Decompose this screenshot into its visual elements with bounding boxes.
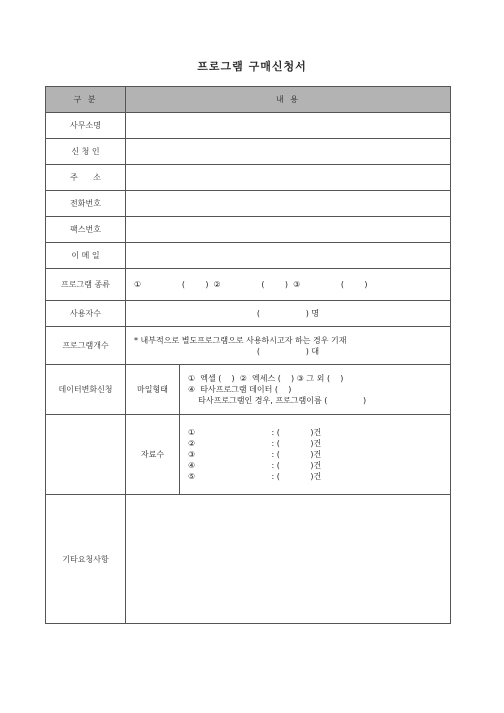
row-program-type	[46, 269, 451, 301]
materials-blank-cell	[46, 415, 126, 495]
program-count-label: 프로그램개수	[46, 327, 126, 365]
data-conversion-label: 데이터변화신청	[46, 365, 126, 415]
row-address	[46, 165, 451, 191]
fax-label: 팩스번호	[46, 217, 126, 243]
file-format-field[interactable]	[180, 365, 451, 415]
material-item-5: ⑤ : ( )건	[188, 472, 322, 481]
phone-field[interactable]	[126, 191, 451, 217]
address-field[interactable]	[126, 165, 451, 191]
program-count-value: ( ) 대	[256, 346, 320, 356]
phone-label: 전화번호	[46, 191, 126, 217]
program-count-note: * 내부적으로 별도프로그램으로 사용하시고자 하는 경우 기재	[134, 335, 347, 345]
material-item-1: ① : ( )건	[188, 428, 322, 437]
file-format-label: 마일형태	[126, 365, 180, 415]
row-applicant	[46, 139, 451, 165]
header-category: 구 분	[46, 87, 126, 113]
users-label: 사용자수	[46, 301, 126, 327]
other-requests-field[interactable]	[126, 495, 451, 624]
row-program-count	[46, 327, 451, 365]
header-content: 내 용	[126, 87, 451, 113]
other-requests-label: 기타요청사항	[46, 495, 126, 624]
page-title: 프로그램 구매신청서	[197, 60, 307, 73]
file-format-line-2: ④ 타사프로그램 데이터 ( )	[188, 385, 292, 394]
users-field[interactable]: ( ) 명	[126, 301, 451, 327]
fax-field[interactable]	[126, 217, 451, 243]
applicant-field[interactable]	[126, 139, 451, 165]
applicant-label: 신 청 인	[46, 139, 126, 165]
program-type-field[interactable]: ① ( ) ② ( ) ③ ( )	[126, 269, 451, 301]
materials-label: 자료수	[126, 415, 180, 495]
row-phone	[46, 191, 451, 217]
purchase-form-table	[45, 86, 451, 624]
file-format-line-1: ① 엑셀 ( ) ② 엑세스 ( ) ③ 그 외 ( )	[188, 374, 344, 383]
material-item-4: ④ : ( )건	[188, 461, 322, 470]
material-item-2: ② : ( )건	[188, 439, 322, 448]
row-office	[46, 113, 451, 139]
email-label: 이 메 일	[46, 243, 126, 269]
program-count-field[interactable]	[126, 327, 451, 365]
row-users	[46, 301, 451, 327]
office-field[interactable]	[126, 113, 451, 139]
file-format-line-3: 타사프로그램인 경우, 프로그램이름 ( )	[188, 396, 367, 405]
header-row	[46, 87, 451, 113]
material-item-3: ③ : ( )건	[188, 450, 322, 459]
row-email	[46, 243, 451, 269]
office-label: 사무소명	[46, 113, 126, 139]
row-fax	[46, 217, 451, 243]
row-materials	[46, 415, 451, 495]
program-type-label: 프로그램 종류	[46, 269, 126, 301]
row-other-requests	[46, 495, 451, 624]
address-label: 주 소	[46, 165, 126, 191]
email-field[interactable]	[126, 243, 451, 269]
materials-field[interactable]	[180, 415, 451, 495]
row-data-conversion	[46, 365, 451, 415]
